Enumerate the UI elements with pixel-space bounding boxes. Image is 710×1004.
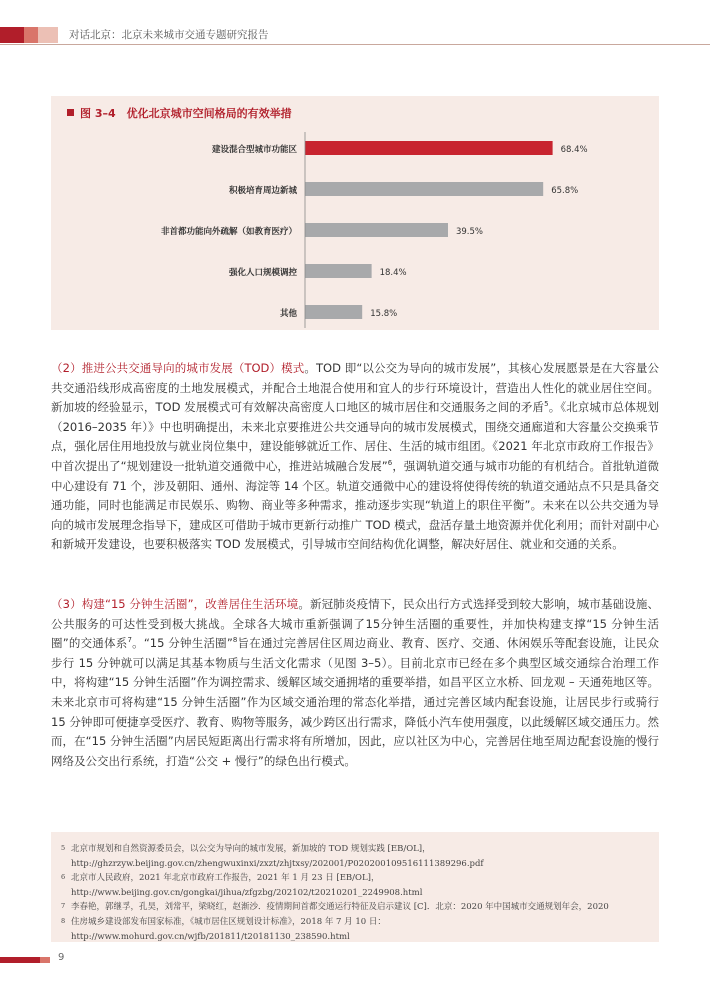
footnote-ref[interactable]: 5 xyxy=(544,400,549,409)
footer-bar-1 xyxy=(0,957,40,963)
paragraph-text: 旨在通过完善居住区周边商业、教育、医疗、交通、休闲娱乐等配套设施，让民众步行 15 分钟就可以满足其基本物质与生活文化需求（见图 3–5）。目前北京市已经在多个典型区域交通综合治理工作中，将构建“15 分钟生活圈”作为调控需求、缓解区域交通拥堵的重要举措，如昌平区立水桥、回龙观 – 天通苑地区等。未来北京市可将构建“15 分钟生活圈”作为区域交通治理的常态化举措，通过完善区域内配套设施，让居民步行或骑行 15 分钟即可便捷享受医疗、教育、购物等服务，减少跨区出行需求，降低小汽车使用强度，以此缓解区域交通压力。然而，在“15 分钟生活圈”内居民短距离出行需求将有所增加，因此，应以社区为中心，完善居住地至周边配套设施的慢行网络及公交出行系统，打造“公交 + 慢行”的绿色出行模式。 xyxy=(51,636,659,768)
paragraph-text: ，强调轨道交通与城市功能的有机结合。首批轨道微中心建设有 71 个，涉及朝阳、通州、海淀等 14 个区。轨道交通微中心的建设将使得传统的轨道交通站点不只是具备交通功能，同时也能满足市民娱乐、购物、商业等多种需求，推动逐步实现“轨道上的职住平衡”。未来在以公共交通为导向的城市发展理念指导下，建成区可借助于城市更新行动推广 TOD 模式，盘活存量土地资源并优化利用；而针对副中心和新城开发建设，也要积极落实 TOD 发展模式，引导城市空间结构优化调整，解决好居住、就业和交通的关系。 xyxy=(51,458,659,552)
page-number: 9 xyxy=(58,952,65,963)
header-rule xyxy=(0,44,710,45)
footnotes-panel xyxy=(51,832,659,942)
value-label: 68.4% xyxy=(560,145,588,155)
figure-panel xyxy=(51,96,659,330)
footnote-number: 6 xyxy=(61,873,66,882)
paragraph-text: 。《北京城市总体规划（2016–2035 年）》中也明确提出，未来北京要推进公共交通导向的城市发展模式，围绕交通廊道和大容量公交换乘节点，强化居住用地投放与就业岗位集中，建设能够就近工作、居住、生活的城市组团。《2021 年北京市政府工作报告》中首次提出了“规划建设一批轨道交通微中心，推进站城融合发展” xyxy=(51,400,659,473)
bar xyxy=(305,305,362,319)
footnote-text: 住房城乡建设部发布国家标准，《城市居住区规划设计标准》，2018 年 7 月 10 日：http://www.mohurd.gov.cn/wjfb/201811/t20181130_238590.html xyxy=(71,916,386,942)
footnote-text: 北京市人民政府，2021 年北京市政府工作报告，2021 年 1 月 23 日 [EB/OL]，http://www.beijing.gov.cn/gongkai/jihua/zfgzbg/202102/t20210201_2249908.html xyxy=(71,873,423,898)
bar-chart xyxy=(51,96,659,330)
footnote-list xyxy=(61,842,651,944)
header-bar-3 xyxy=(38,27,58,43)
value-label: 65.8% xyxy=(551,186,579,196)
header-bar-1 xyxy=(0,27,24,43)
bar xyxy=(305,182,543,196)
footnote-item xyxy=(61,915,651,944)
footnote-ref[interactable]: 8 xyxy=(232,636,238,645)
footer-bar-2 xyxy=(40,957,50,963)
footnote-ref[interactable]: 6 xyxy=(387,458,393,467)
paragraph-text: 。“15 分钟生活圈” xyxy=(131,636,233,651)
category-label: 积极培育周边新城 xyxy=(228,186,297,196)
category-label: 非首都功能向外疏解（如教育医疗） xyxy=(160,227,297,237)
footnote-text: 李春艳，郭继孚，孔昊，刘常平，梁晓红，赵渐沙．疫情期间首都交通运行特征及启示建议 [C]．北京：2020 年中国城市交通规划年会，2020 xyxy=(71,902,609,913)
footnote-ref[interactable]: 7 xyxy=(127,636,132,645)
bar xyxy=(305,264,372,278)
category-label: 其他 xyxy=(279,309,297,319)
footnote-text: 北京市规划和自然资源委员会，以公交为导向的城市发展，新加坡的 TOD 规划实践 [EB/OL]，http://ghzrzyw.beijing.gov.cn/zhengwuxinxi/zxzt/zhjtxsy/202001/P020200109516111389296.pdf xyxy=(71,844,484,869)
footnote-number: 7 xyxy=(61,902,66,911)
footnote-item xyxy=(61,842,651,871)
paragraph-text: 。新冠肺炎疫情下，民众出行方式选择受到较大影响，城市基础设施、公共服务的可达性受到极大挑战。全球各大城市重新强调了15分钟生活圈的重要性，并加快构建支撑“15 分钟生活圈”的交通体系 xyxy=(51,597,659,651)
paragraph-15min xyxy=(51,595,659,771)
value-label: 39.5% xyxy=(455,227,484,237)
bar xyxy=(305,223,448,237)
value-label: 15.8% xyxy=(370,309,398,319)
category-label: 建设混合型城市功能区 xyxy=(211,145,297,155)
footnote-item xyxy=(61,900,651,915)
header-bar-2 xyxy=(24,27,38,43)
bar xyxy=(305,141,553,155)
footnote-number: 8 xyxy=(61,916,66,925)
category-label: 强化人口规模调控 xyxy=(228,268,297,278)
running-header-title: 对话北京：北京未来城市交通专题研究报告 xyxy=(69,29,269,41)
value-label: 18.4% xyxy=(379,268,407,278)
header-color-bars xyxy=(0,27,60,43)
paragraph-tod xyxy=(51,359,659,555)
figure-title-text: 图 3–4 优化北京城市空间格局的有效举措 xyxy=(80,107,292,120)
footnote-item xyxy=(61,871,651,900)
section-heading-15min: （3）构建“15 分钟生活圈”，改善居住生活环境 xyxy=(51,597,299,611)
footnote-number: 5 xyxy=(61,844,66,852)
paragraph-text: 。TOD 即“以公交为导向的城市发展”，其核心发展愿景是在大容量公共交通沿线形成高密度的土地发展模式，并配合土地混合使用和宜人的步行环境设计，营造出人性化的就业居住空间。新加坡的经验显示，TOD 发展模式可有效解决高密度人口地区的城市居住和交通服务之间的矛盾 xyxy=(51,361,659,415)
section-heading-tod: （2）推进公共交通导向的城市发展（TOD）模式 xyxy=(51,361,305,375)
